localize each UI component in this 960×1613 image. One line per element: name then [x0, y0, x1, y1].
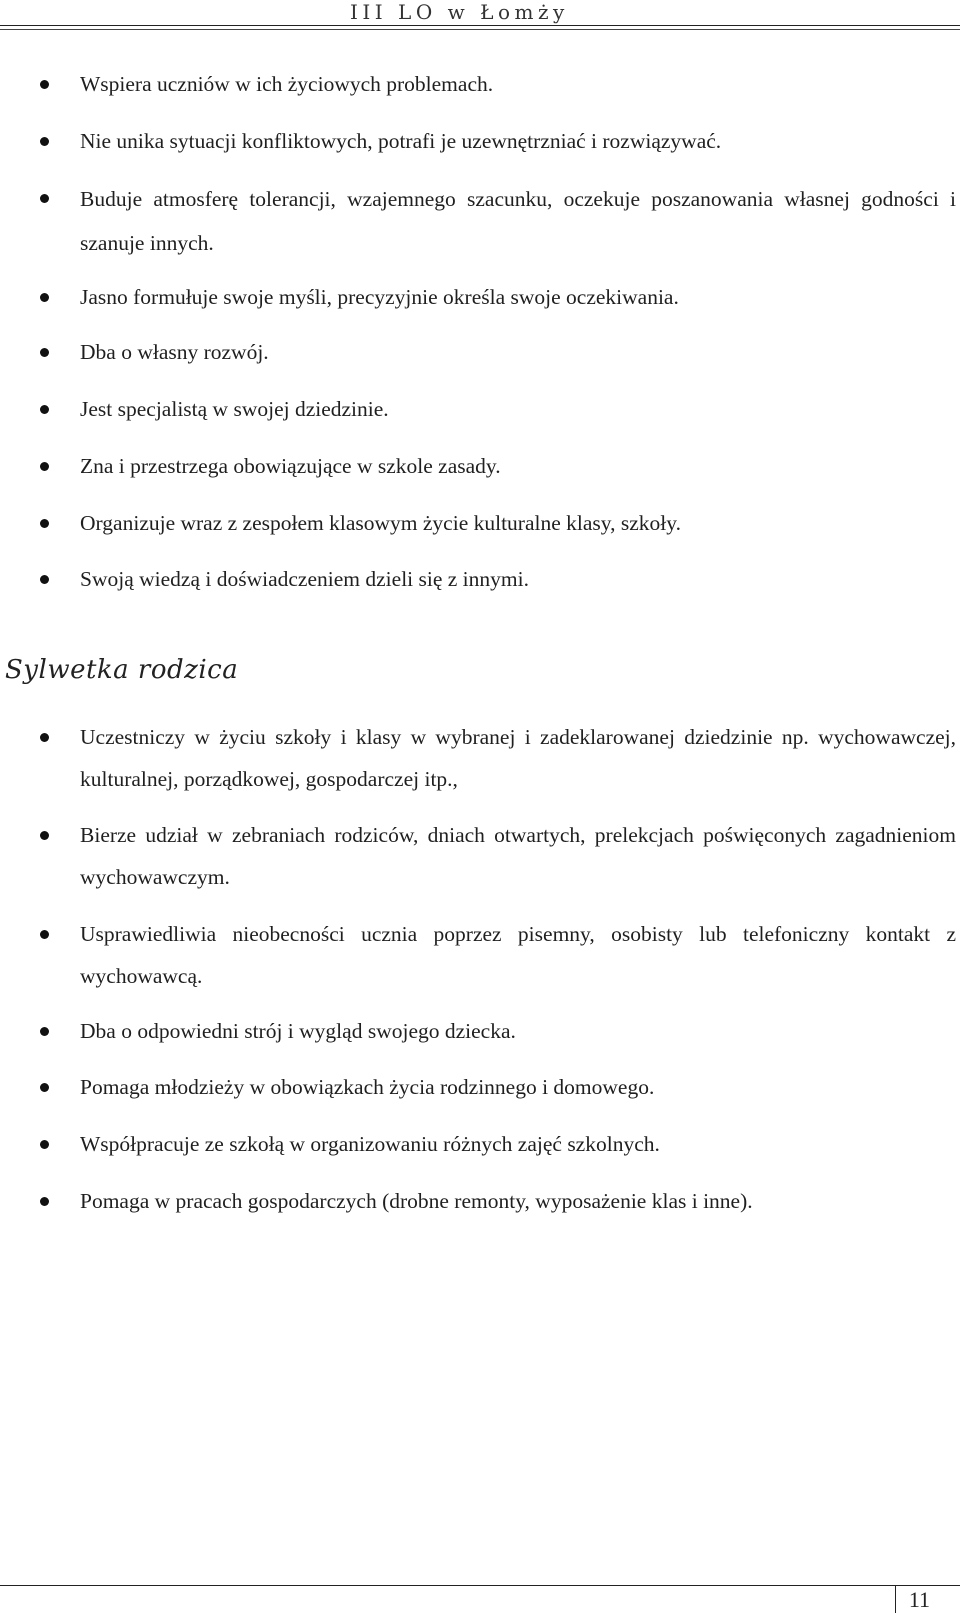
bullet-icon	[40, 348, 49, 357]
header-rule	[0, 25, 960, 26]
list-item-text: Nie unika sytuacji konfliktowych, potrafi je uzewnętrzniać i rozwiązywać.	[80, 129, 722, 153]
bullet-icon	[40, 293, 49, 302]
list-item-text: Uczestniczy w życiu szkoły i klasy w wybranej i zadeklarowanej dziedzinie np. wychowawczej, kulturalnej, porządkowej, gospodarczej itp.,	[80, 725, 956, 791]
section-title: Sylwetka rodzica	[5, 655, 239, 685]
bullet-icon	[40, 575, 49, 584]
bullet-icon	[40, 1027, 49, 1036]
page-header-title: III LO w Łomży	[350, 0, 569, 24]
bullet-icon	[40, 1083, 49, 1092]
bullet-icon	[40, 137, 49, 146]
list-item-text: Jest specjalistą w swojej dziedzinie.	[80, 397, 389, 421]
bullet-icon	[40, 462, 49, 471]
bullet-icon	[40, 831, 49, 840]
bullet-icon	[40, 80, 49, 89]
list-item-text: Dba o odpowiedni strój i wygląd swojego dziecka.	[80, 1019, 516, 1043]
footer-divider	[895, 1585, 896, 1613]
list-item-text: Pomaga w pracach gospodarczych (drobne remonty, wyposażenie klas i inne).	[80, 1189, 753, 1213]
bullet-icon	[40, 733, 49, 742]
list-item-text: Organizuje wraz z zespołem klasowym życie kulturalne klasy, szkoły.	[80, 511, 682, 535]
page-number: 11	[908, 1587, 930, 1612]
bullet-icon	[40, 405, 49, 414]
list-item-text: Usprawiedliwia nieobecności ucznia poprzez pisemny, osobisty lub telefoniczny kontakt z wychowawcą.	[80, 922, 956, 988]
bullet-icon	[40, 194, 49, 203]
list-item-text: Jasno formułuje swoje myśli, precyzyjnie określa swoje oczekiwania.	[80, 285, 679, 309]
list-item-text: Współpracuje ze szkołą w organizowaniu różnych zajęć szkolnych.	[80, 1132, 660, 1156]
bullet-icon	[40, 930, 49, 939]
footer-rule	[0, 1585, 960, 1586]
list-item-text: Pomaga młodzieży w obowiązkach życia rodzinnego i domowego.	[80, 1075, 655, 1099]
list-item-text: Bierze udział w zebraniach rodziców, dniach otwartych, prelekcjach poświęconych zagadnieniom wychowawczym.	[80, 823, 956, 889]
list-item-text: Zna i przestrzega obowiązujące w szkole zasady.	[80, 454, 501, 478]
header-rule-thin	[0, 29, 960, 30]
bullet-icon	[40, 1197, 49, 1206]
list-item-text: Buduje atmosferę tolerancji, wzajemnego szacunku, oczekuje poszanowania własnej godności i szanuje innych.	[80, 187, 956, 255]
list-item-text: Dba o własny rozwój.	[80, 340, 269, 364]
bullet-icon	[40, 519, 49, 528]
list-item-text: Swoją wiedzą i doświadczeniem dzieli się z innymi.	[80, 567, 529, 591]
list-item-text: Wspiera uczniów w ich życiowych problemach.	[80, 72, 494, 96]
bullet-icon	[40, 1140, 49, 1149]
